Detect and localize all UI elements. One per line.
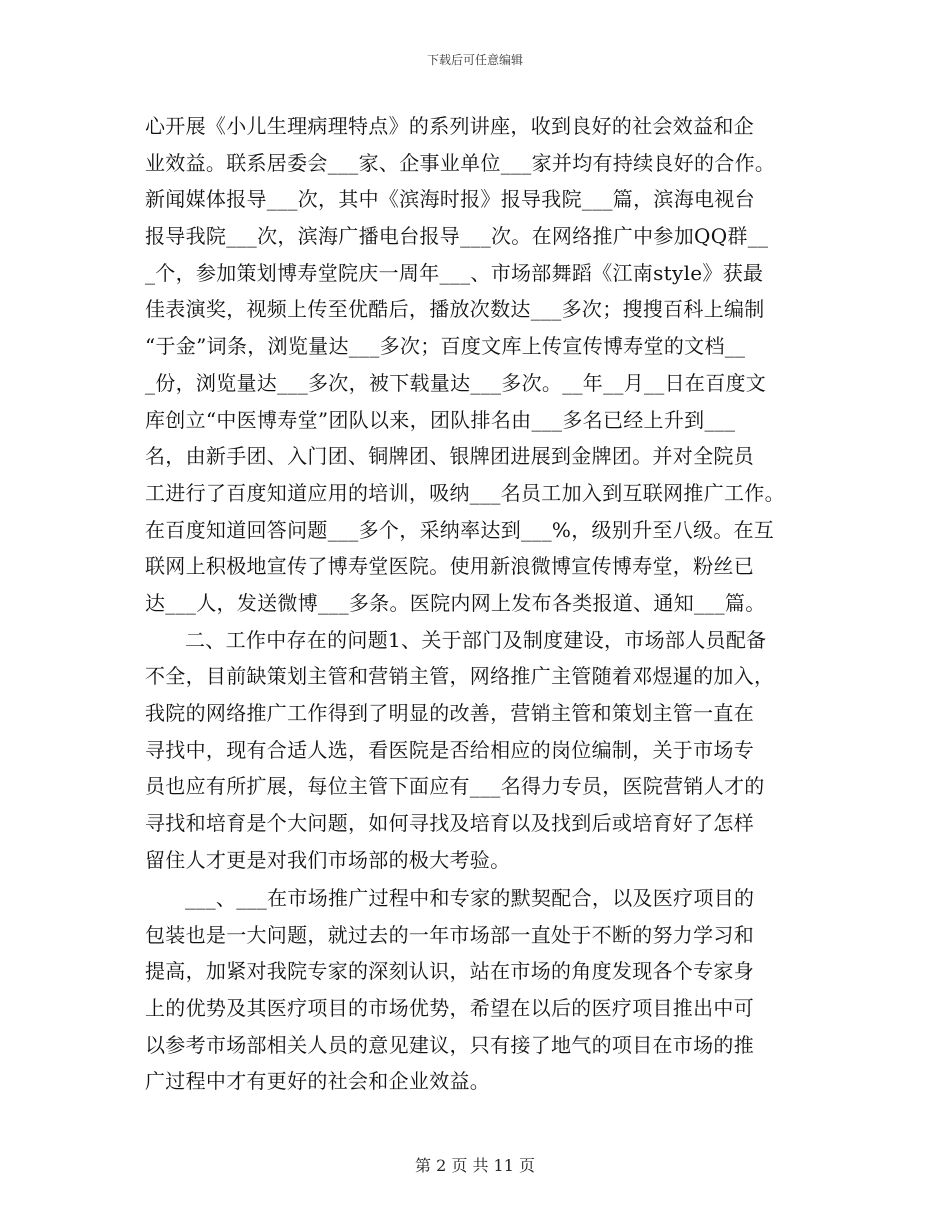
text-line: 业效益。联系居委会___家、企事业单位___家并均有持续良好的合作。 bbox=[145, 150, 776, 175]
text-line: 新闻媒体报导___次，其中《滨海时报》报导我院___篇，滨海电视台 bbox=[145, 187, 755, 212]
paragraph-1 bbox=[145, 108, 815, 622]
text-line: 包装也是一大问题，就过去的一年市场部一直处于不断的努力学习和 bbox=[145, 922, 754, 947]
page-number: 第 2 页 共 11 页 bbox=[415, 1156, 535, 1175]
text-line: “于金”词条，浏览量达___多次；百度文库上传宣传博寿堂的文档__ bbox=[145, 334, 746, 359]
text-line: 以参考市场部相关人员的意见建议，只有接了地气的项目在市场的推 bbox=[145, 1032, 754, 1057]
text-line: 提高，加紧对我院专家的深刻认识，站在市场的角度发现各个专家身 bbox=[145, 959, 754, 984]
text-line: 工进行了百度知道应用的培训，吸纳___名员工加入到互联网推广工作。 bbox=[145, 480, 785, 505]
text-line: _份，浏览量达___多次，被下载量达___多次。__年__月__日在百度文 bbox=[145, 370, 767, 395]
text-line: 广过程中才有更好的社会和企业效益。 bbox=[145, 1069, 491, 1094]
text-line: 二、工作中存在的问题1、关于部门及制度建设，市场部人员配备 bbox=[185, 627, 767, 652]
text-line: 达___人，发送微博___多条。医院内网上发布各类报道、通知___篇。 bbox=[145, 590, 766, 615]
text-line: 员也应有所扩展，每位主管下面应有___名得力专员，医院营销人才的 bbox=[145, 774, 765, 799]
document-body bbox=[145, 108, 815, 1100]
text-line: 寻找中，现有合适人选，看医院是否给相应的岗位编制，关于市场专 bbox=[145, 737, 754, 762]
paragraph-3 bbox=[145, 880, 815, 1100]
text-line: 寻找和培育是个大问题，如何寻找及培育以及找到后或培育好了怎样 bbox=[145, 811, 754, 836]
text-line: _个，参加策划博寿堂院庆一周年___、市场部舞蹈《江南style》获最 bbox=[145, 260, 764, 285]
page-header: 下载后可任意编辑 bbox=[426, 53, 523, 67]
text-line: 心开展《小儿生理病理特点》的系列讲座，收到良好的社会效益和企 bbox=[145, 114, 754, 138]
text-line: 报导我院___次，滨海广播电台报导___次。在网络推广中参加QQ群__ bbox=[145, 224, 769, 249]
text-line: 不全，目前缺策划主管和营销主管，网络推广主管随着邓煜暹的加入， bbox=[145, 664, 775, 689]
text-line: 库创立“中医博寿堂”团队以来，团队排名由___多名已经上升到___ bbox=[145, 407, 736, 432]
text-line: 我院的网络推广工作得到了明显的改善，营销主管和策划主管一直在 bbox=[145, 701, 754, 725]
text-line: 联网上积极地宣传了博寿堂医院。使用新浪微博宣传博寿堂，粉丝已 bbox=[145, 554, 754, 579]
paragraph-2 bbox=[145, 622, 815, 879]
text-line: 上的优势及其医疗项目的市场优势，希望在以后的医疗项目推出中可 bbox=[145, 996, 754, 1021]
text-line: 名，由新手团、入门团、铜牌团、银牌团进展到金牌团。并对全院员 bbox=[145, 444, 754, 469]
text-line: 留住人才更是对我们市场部的极大考验。 bbox=[145, 847, 511, 872]
text-line: 在百度知道回答问题___多个，采纳率达到___%，级别升至八级。在互 bbox=[145, 517, 775, 542]
text-line: 佳表演奖，视频上传至优酷后，播放次数达___多次；搜搜百科上编制 bbox=[145, 297, 765, 322]
text-line: ___、___在市场推广过程中和专家的默契配合，以及医疗项目的 bbox=[185, 886, 755, 911]
